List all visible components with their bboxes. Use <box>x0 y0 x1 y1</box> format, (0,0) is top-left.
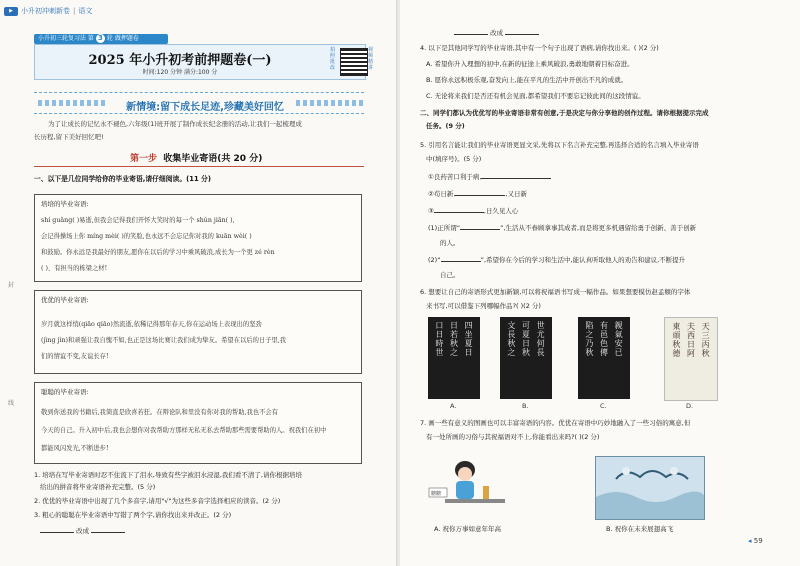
illustration-a[interactable] <box>425 456 525 520</box>
card-line[interactable]: 今天的自己。升入初中后,我也会想你对我帮助方那样无私无私去帮助那些需要帮助的人。祝我们在初中 <box>41 427 327 434</box>
divider <box>34 92 364 93</box>
q4-option-a[interactable]: A. 希望你升入理想的初中,在新的征途上乘风破浪,勇敢地朝着目标奋进。 <box>426 60 634 68</box>
card-heading: 优优的毕业寄语: <box>41 296 89 304</box>
question-6: 6. 想要让自己的寄语形式更加新颖,可以将祝福语书写成一幅作品。如果想要模仿赵孟頫的字体 <box>420 288 691 296</box>
sentence-1-blank[interactable] <box>460 229 500 230</box>
exam-title-box <box>34 44 374 80</box>
section-2-heading: 二、同学们都认为优优写的毕业寄语非常有创意,于是决定与你分享他的创作过程。请你根据提示完成 <box>420 109 709 117</box>
correction-row-2: 改成 <box>454 28 539 39</box>
calligraphy-option-d[interactable]: 東 頑 秋 德 夫 西 日 阿 天 三 丙 秋 <box>664 317 718 401</box>
illustration-b[interactable] <box>595 456 705 520</box>
question-5-cont: 中(填序号)。(5 分) <box>426 155 482 163</box>
calligraphy-option-b[interactable]: 文 長 秋 之 可 夏 日 秋 世 尤 何 長 <box>500 317 552 399</box>
quote-3-blank[interactable] <box>434 212 484 213</box>
question-1-cont: 给出的拼音将毕业寄语补充完整。(5 分) <box>40 483 156 491</box>
illus-b-caption: B. 祝你在未来展翅高飞 <box>606 525 674 533</box>
right-char-blank[interactable] <box>91 532 125 533</box>
card-line[interactable]: 岁月就这样悄(qiāo qiāo)然流逝,依稀记得那年春天,你在运动场上表现出的坚劲 <box>41 321 262 328</box>
question-7-cont: 有一处所画的习俗与其祝福语对不上,你能看出来吗?( )(2 分) <box>426 433 600 441</box>
q4-option-c[interactable]: C. 无论将来我们是否还有机会见面,都希望我们不要忘记彼此间的这段情谊。 <box>426 92 645 100</box>
wrong-char-blank[interactable] <box>40 532 74 533</box>
card-heading: 培培的毕业寄语: <box>41 200 89 208</box>
calligraphy-option-a[interactable]: 口 日 時 世 日 若 秋 之 四 坐 夏 日 <box>428 317 480 399</box>
message-card-youyou <box>34 290 362 374</box>
binding-mark: 线 <box>8 400 15 407</box>
message-card-congcong <box>34 382 362 464</box>
card-line[interactable]: shí guǎng( )易逝,但我会记得我们开怀大笑时的每一个 shǔn jiān( ), <box>41 217 235 224</box>
quote-3: ③ ,日久见人心 <box>428 207 519 215</box>
calligraphy-option-c[interactable]: 陷 之 乃 秋 有 邑 色 傳 親 氣 安 已 <box>578 317 630 399</box>
section-1-heading: 一、以下是几位同学给你的毕业寄语,请仔细阅读。(11 分) <box>34 175 211 183</box>
subject-name: 语文 <box>78 7 93 15</box>
fill-sentence-2-cont: 自己。 <box>440 271 460 279</box>
card-line[interactable]: ( )、有担当的栋梁之材! <box>41 265 108 272</box>
fill-sentence-2: (2)“ ”,希望你在今后的学习和生活中,能认真听取他人的劝告和建议,不断提升 <box>428 256 686 264</box>
exam-title: 2025 年小升初考前押题卷(一) <box>88 53 272 68</box>
question-2: 2. 优优的毕业寄语中出现了几个多音字,请用"√"为这些多音字选择相应的读音。(2 分) <box>34 497 281 505</box>
correction-row: 改成 <box>40 526 125 537</box>
quote-2-blank[interactable] <box>455 195 505 196</box>
card-heading: 聪聪的毕业寄语: <box>41 388 89 396</box>
question-4: 4. 以下是其他同学写的毕业寄语,其中有一个句子出现了语病,请你找出来。( )(2 分) <box>420 44 659 52</box>
quote-1: ①良药苦口利于病, <box>428 172 551 183</box>
svg-text:糖糖: 糖糖 <box>431 491 442 497</box>
question-5: 5. 引用名言能让我们的毕业寄语更显文采,先将以下名言补充完整,再选择合适的名言填入毕业寄语 <box>420 141 699 149</box>
question-1: 1. 培培在写毕业寄语时忍不住流下了泪水,导致有些字被泪水浸湿,我们看不清了,请你根据培培 <box>34 471 302 479</box>
series-band: 小升初三轮复习法 第 3 轮 做押题卷 <box>34 34 168 44</box>
qr-code-icon[interactable] <box>340 48 368 76</box>
question-7: 7. 画一些有意义的图画也可以丰富寄语的内容。优优在寄语中巧妙地融入了一些习俗的寓意,但 <box>420 419 691 427</box>
round-number: 3 <box>96 34 105 43</box>
exam-meta: 时间:120 分钟 满分:100 分 <box>142 69 218 76</box>
qr-label-right: 视频精讲 <box>368 47 374 71</box>
scenario-banner: 新情境:留下成长足迹,珍藏美好回忆 <box>126 102 284 113</box>
noodle-cup <box>483 486 489 499</box>
page-arrow-icon: ◂ <box>748 537 752 545</box>
binding-mark: 封 <box>8 282 15 289</box>
step-rule <box>34 166 364 167</box>
sentence-2-blank[interactable] <box>441 261 481 262</box>
banner-deco-left <box>38 100 108 106</box>
option-caption: C. <box>600 402 607 410</box>
card-line[interactable]: 会记得操场上你 míng mèi( )的笑脸,也永远不会忘记你对我的 kuān wèi( ) <box>41 233 252 240</box>
fill-sentence-1: (1)正所谓“ ”,生活从不眷顾拿事其成者,而是将更多机遇留给勇于创新、善于创新 <box>428 224 697 232</box>
illus-a-caption: A. 祝你万事如意年年高 <box>434 525 501 533</box>
intro-line-2: 长历程,留下美好回忆吧! <box>34 133 104 141</box>
section-2-heading-cont: 任务。(9 分) <box>426 122 465 130</box>
girl-body <box>456 481 474 499</box>
banner-deco-right <box>296 100 366 106</box>
left-page <box>0 0 398 566</box>
divider <box>34 113 364 114</box>
message-card-peipei <box>34 194 362 282</box>
intro-line-1: 为了让成长的记忆永不褪色,六年级(1)班开展了制作成长纪念册的活动,让我们一起梳理成 <box>48 120 302 128</box>
page-number: ◂ 59 <box>748 537 763 545</box>
brand-name: 小升初冲刺新卷 <box>21 7 70 15</box>
card-line[interactable]: 敬到你送我的书籍后,我简直是欣喜若狂。在辩论队和里没有你对我的帮助,我也不会有 <box>41 409 278 416</box>
girl-face <box>458 467 472 481</box>
wrong-char-blank[interactable] <box>454 34 488 35</box>
q4-option-b[interactable]: B. 愿你永远积极乐观,奋发向上,能在平凡的生活中开创出不凡的成就。 <box>426 76 628 84</box>
fill-sentence-1-cont: 的人。 <box>440 239 460 247</box>
card-line: 们的情谊不变,友谊长存! <box>41 353 109 360</box>
question-3: 3. 粗心的聪聪在毕业寄语中写错了两个字,请你找出来并改正。(2 分) <box>34 511 232 519</box>
crane-scene-icon <box>596 457 704 519</box>
card-line[interactable]: 和鼓励。你永远是我最好的朋友,愿你在以后的学习中乘风破浪,成长为一个更 zé rèn <box>41 249 275 256</box>
option-caption: D. <box>686 402 694 410</box>
right-char-blank[interactable] <box>505 34 539 35</box>
question-6-cont: 来书写,可以借鉴下列哪幅作品?( )(2 分) <box>426 302 541 310</box>
option-caption: A. <box>450 402 457 410</box>
qr-label-left: 拍照批改 <box>330 47 336 71</box>
quote-2: ②苟日新, ,又日新 <box>428 190 527 198</box>
card-line[interactable]: 都能风闪发光,不断进步! <box>41 445 109 452</box>
table <box>445 499 505 503</box>
option-caption: B. <box>522 402 529 410</box>
step-heading: 第一步 收集毕业寄语(共 20 分) <box>130 154 263 164</box>
card-line[interactable]: (jìng jìn)和顽强让我自愧不如,也正是这场比赛让我们成为挚友。希望在以后的日子里,我 <box>41 337 287 344</box>
brand-logo-icon: ▶ <box>4 7 18 16</box>
brand-header: ▶ 小升初冲刺新卷 | 语文 <box>4 5 92 17</box>
quote-1-blank[interactable] <box>481 178 551 179</box>
